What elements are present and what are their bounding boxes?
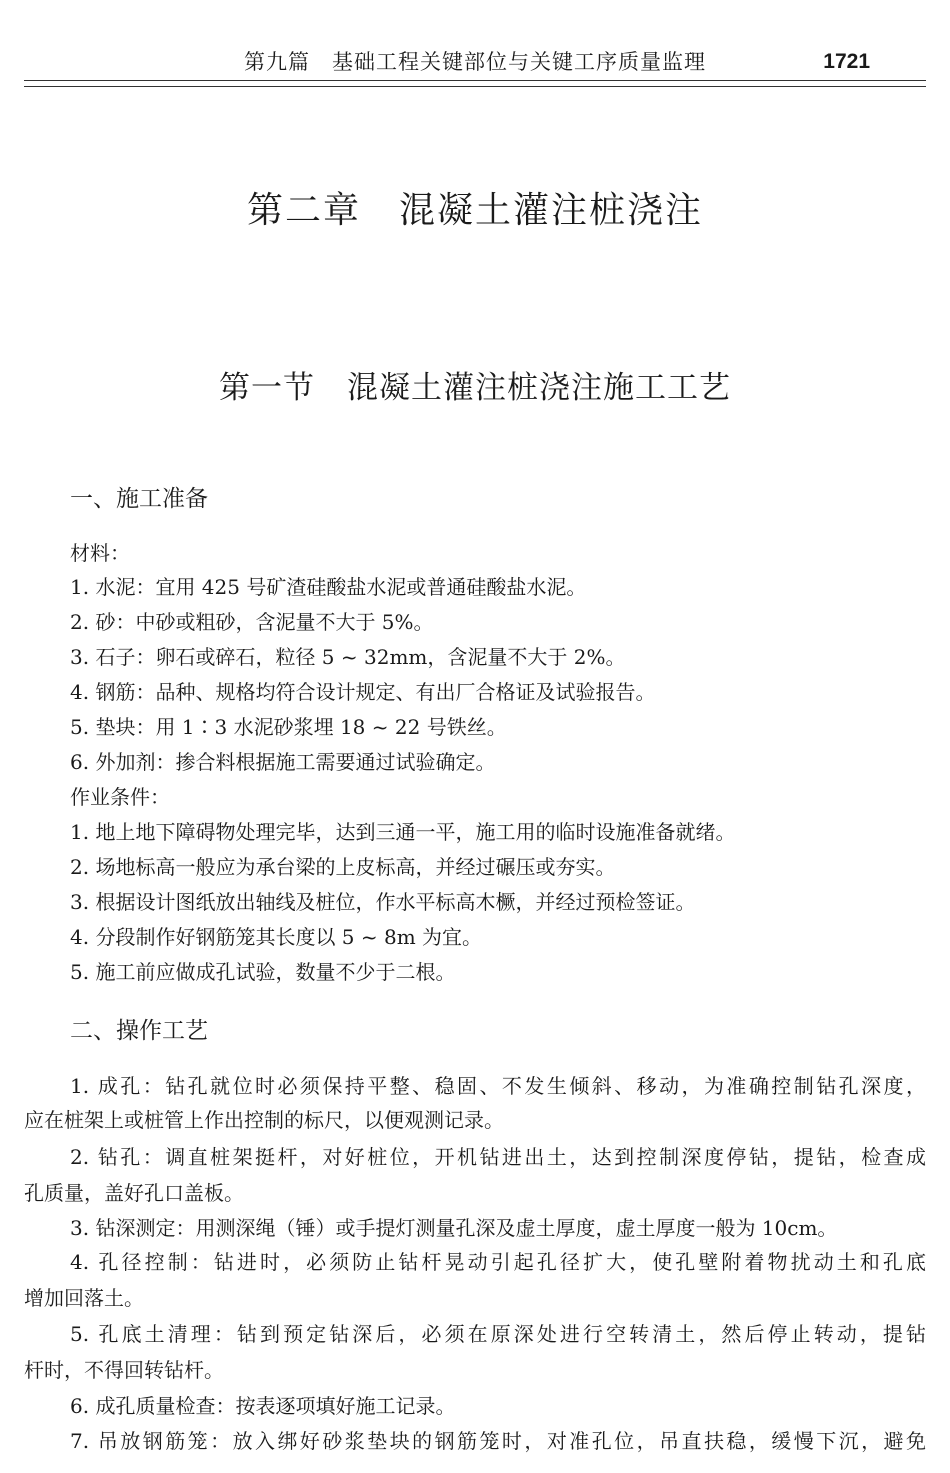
list-item: 3. 根据设计图纸放出轴线及桩位，作水平标高木橛，并经过预检签证。 (70, 890, 696, 914)
list-item: 5. 垫块：用 1∶3 水泥砂浆埋 18 ~ 22 号铁丝。 (70, 715, 507, 739)
paragraph-line: 杆时，不得回转钻杆。 (24, 1358, 224, 1382)
list-item: 2. 砂：中砂或粗砂，含泥量不大于 5%。 (70, 610, 434, 634)
part2-heading: 二、操作工艺 (70, 1018, 208, 1044)
list-item: 5. 施工前应做成孔试验，数量不少于二根。 (70, 960, 456, 984)
paragraph-line: 6. 成孔质量检查：按表逐项填好施工记录。 (70, 1394, 456, 1418)
list-item: 4. 钢筋：品种、规格均符合设计规定、有出厂合格证及试验报告。 (70, 680, 656, 704)
list-item: 3. 石子：卵石或碎石，粒径 5 ~ 32mm，含泥量不大于 2%。 (70, 645, 626, 669)
header-double-rule (24, 80, 926, 87)
paragraph-line: 5. 孔底土清理：钻到预定钻深后，必须在原深处进行空转清土，然后停止转动，提钻 (70, 1322, 926, 1346)
paragraph-line: 1. 成孔：钻孔就位时必须保持平整、稳固、不发生倾斜、移动，为准确控制钻孔深度， (70, 1074, 926, 1098)
list-item: 1. 地上地下障碍物处理完毕，达到三通一平，施工用的临时设施准备就绪。 (70, 820, 736, 844)
running-title: 第九篇 基础工程关键部位与关键工序质量监理 (244, 50, 706, 74)
list-item: 2. 场地标高一般应为承台梁的上皮标高，并经过碾压或夯实。 (70, 855, 616, 879)
chapter-title: 第二章 混凝土灌注桩浇注 (246, 190, 703, 231)
materials-label: 材料： (70, 541, 130, 565)
list-item: 4. 分段制作好钢筋笼其长度以 5 ~ 8m 为宜。 (70, 925, 483, 949)
section-title: 第一节 混凝土灌注桩浇注施工工艺 (219, 370, 731, 406)
paragraph-line: 增加回落土。 (24, 1286, 144, 1310)
paragraph-line: 孔质量，盖好孔口盖板。 (24, 1181, 244, 1205)
paragraph-line: 4. 孔径控制：钻进时，必须防止钻杆晃动引起孔径扩大，使孔壁附着物扰动土和孔底 (70, 1250, 926, 1274)
list-item: 6. 外加剂：掺合料根据施工需要通过试验确定。 (70, 750, 496, 774)
paragraph-line: 3. 钻深测定：用测深绳（锤）或手提灯测量孔深及虚土厚度，虚土厚度一般为 10cm。 (70, 1216, 838, 1240)
paragraph-line: 2. 钻孔：调直桩架挺杆，对好桩位，开机钻进出土，达到控制深度停钻，提钻，检查成 (70, 1145, 926, 1169)
paragraph-line: 应在桩架上或桩管上作出控制的标尺，以便观测记录。 (24, 1108, 504, 1132)
conditions-label: 作业条件： (70, 785, 170, 809)
list-item: 1. 水泥：宜用 425 号矿渣硅酸盐水泥或普通硅酸盐水泥。 (70, 575, 587, 599)
paragraph-line: 7. 吊放钢筋笼：放入绑好砂浆垫块的钢筋笼时，对准孔位，吊直扶稳，缓慢下沉，避免 (70, 1429, 926, 1453)
part1-heading: 一、施工准备 (70, 486, 208, 512)
running-header (24, 40, 926, 82)
page-number: 1721 (823, 50, 870, 73)
